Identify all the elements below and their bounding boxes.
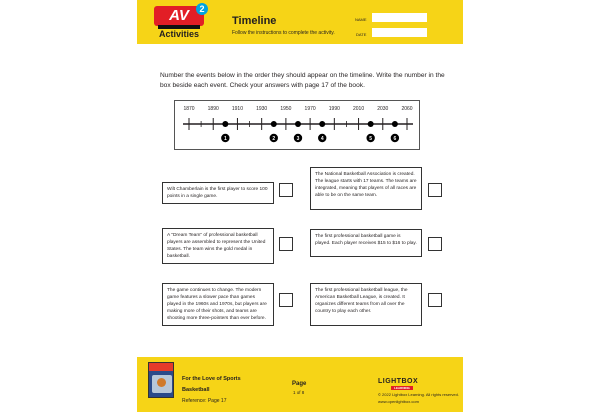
timeline-number: 5 [369,135,373,142]
book-title: For the Love of Sports [182,376,241,382]
event-card [310,283,422,326]
timeline-number: 2 [272,135,276,142]
year-label: 1930 [256,106,268,112]
answer-box[interactable] [279,293,293,307]
year-label: 2030 [377,106,389,112]
timeline-dot [319,121,325,127]
copyright: © 2022 Lightbox Learning. All rights reserved. [378,392,459,397]
page-title: Timeline [232,15,277,27]
website: www.openlightbox.com [378,399,419,404]
answer-box[interactable] [428,183,442,197]
year-label: 2010 [352,106,365,112]
page-number: 1 of 8 [293,390,305,395]
name-label: NAME [355,17,367,22]
event-card [310,229,422,257]
timeline-number: 1 [223,135,227,142]
intro-instructions: Number the events below in the order they should appear on the timeline. Write the number in the box beside each event. Check your answers with page 17 of the book. [160,72,445,89]
event-text: Wilt Chamberlain is the first player to score 100 points in a single game. [167,187,268,199]
logo-av-badge [154,6,204,26]
timeline-box [174,100,420,150]
name-field[interactable] [372,13,427,22]
year-label: 1890 [207,106,219,112]
timeline-number: 3 [296,135,300,142]
header-instructions: Follow the instructions to complete the activity. [232,30,335,36]
brand-name: LIGHTBOX [378,378,419,385]
event-text: The game continues to change. The modern game features a slower pace than games played in the 1960s and 1970s, but players are making more of their shots, and teams are shooting more three-pointers than ever before. [167,288,267,321]
date-label: DATE [356,32,367,37]
av2-logo [150,6,208,42]
year-label: 2060 [401,106,413,112]
timeline-dot [295,121,301,127]
answer-box[interactable] [428,237,442,251]
event-text: A "Dream Team" of professional basketball players are assembled to represent the United States. The team wins the gold medal in basketball. [167,233,266,259]
date-field[interactable] [372,28,427,37]
event-text: The first professional basketball league, the American Basketball League, is created. It organizes different teams from all over the country to play each other. [315,288,408,314]
logo-av-text: AV [169,7,189,24]
timeline-dot [271,121,277,127]
lightbox-logo [378,378,419,390]
year-label: 1990 [328,106,340,112]
brand-tag: LEARNING [391,386,413,390]
book-cover-image [148,362,174,398]
page-label: Page [292,381,307,387]
timeline-dot [222,121,228,127]
timeline-dot [368,121,374,127]
timeline-dot [392,121,398,127]
answer-box[interactable] [279,237,293,251]
reference: Reference: Page 17 [182,398,227,404]
book-subtitle: Basketball [182,387,210,393]
logo-superscript: 2 [196,3,208,15]
timeline-graphic [175,101,421,151]
event-card [162,283,274,326]
event-card [162,182,274,204]
answer-box[interactable] [279,183,293,197]
event-text: The first professional basketball game is played. Each player receives $15 to $16 to play. [315,234,417,246]
year-label: 1870 [183,106,195,112]
answer-box[interactable] [428,293,442,307]
event-card [162,228,274,264]
logo-subtitle: Activities [158,29,200,39]
year-label: 1970 [304,106,316,112]
timeline-number: 6 [393,135,397,142]
year-label: 1910 [231,106,244,112]
event-text: The National Basketball Association is created. The league starts with 17 teams. The teams are integrated, meaning that players of all races are able to be on the same team. [315,172,417,198]
timeline-number: 4 [320,135,324,142]
event-card [310,167,422,210]
year-label: 1950 [280,106,292,112]
